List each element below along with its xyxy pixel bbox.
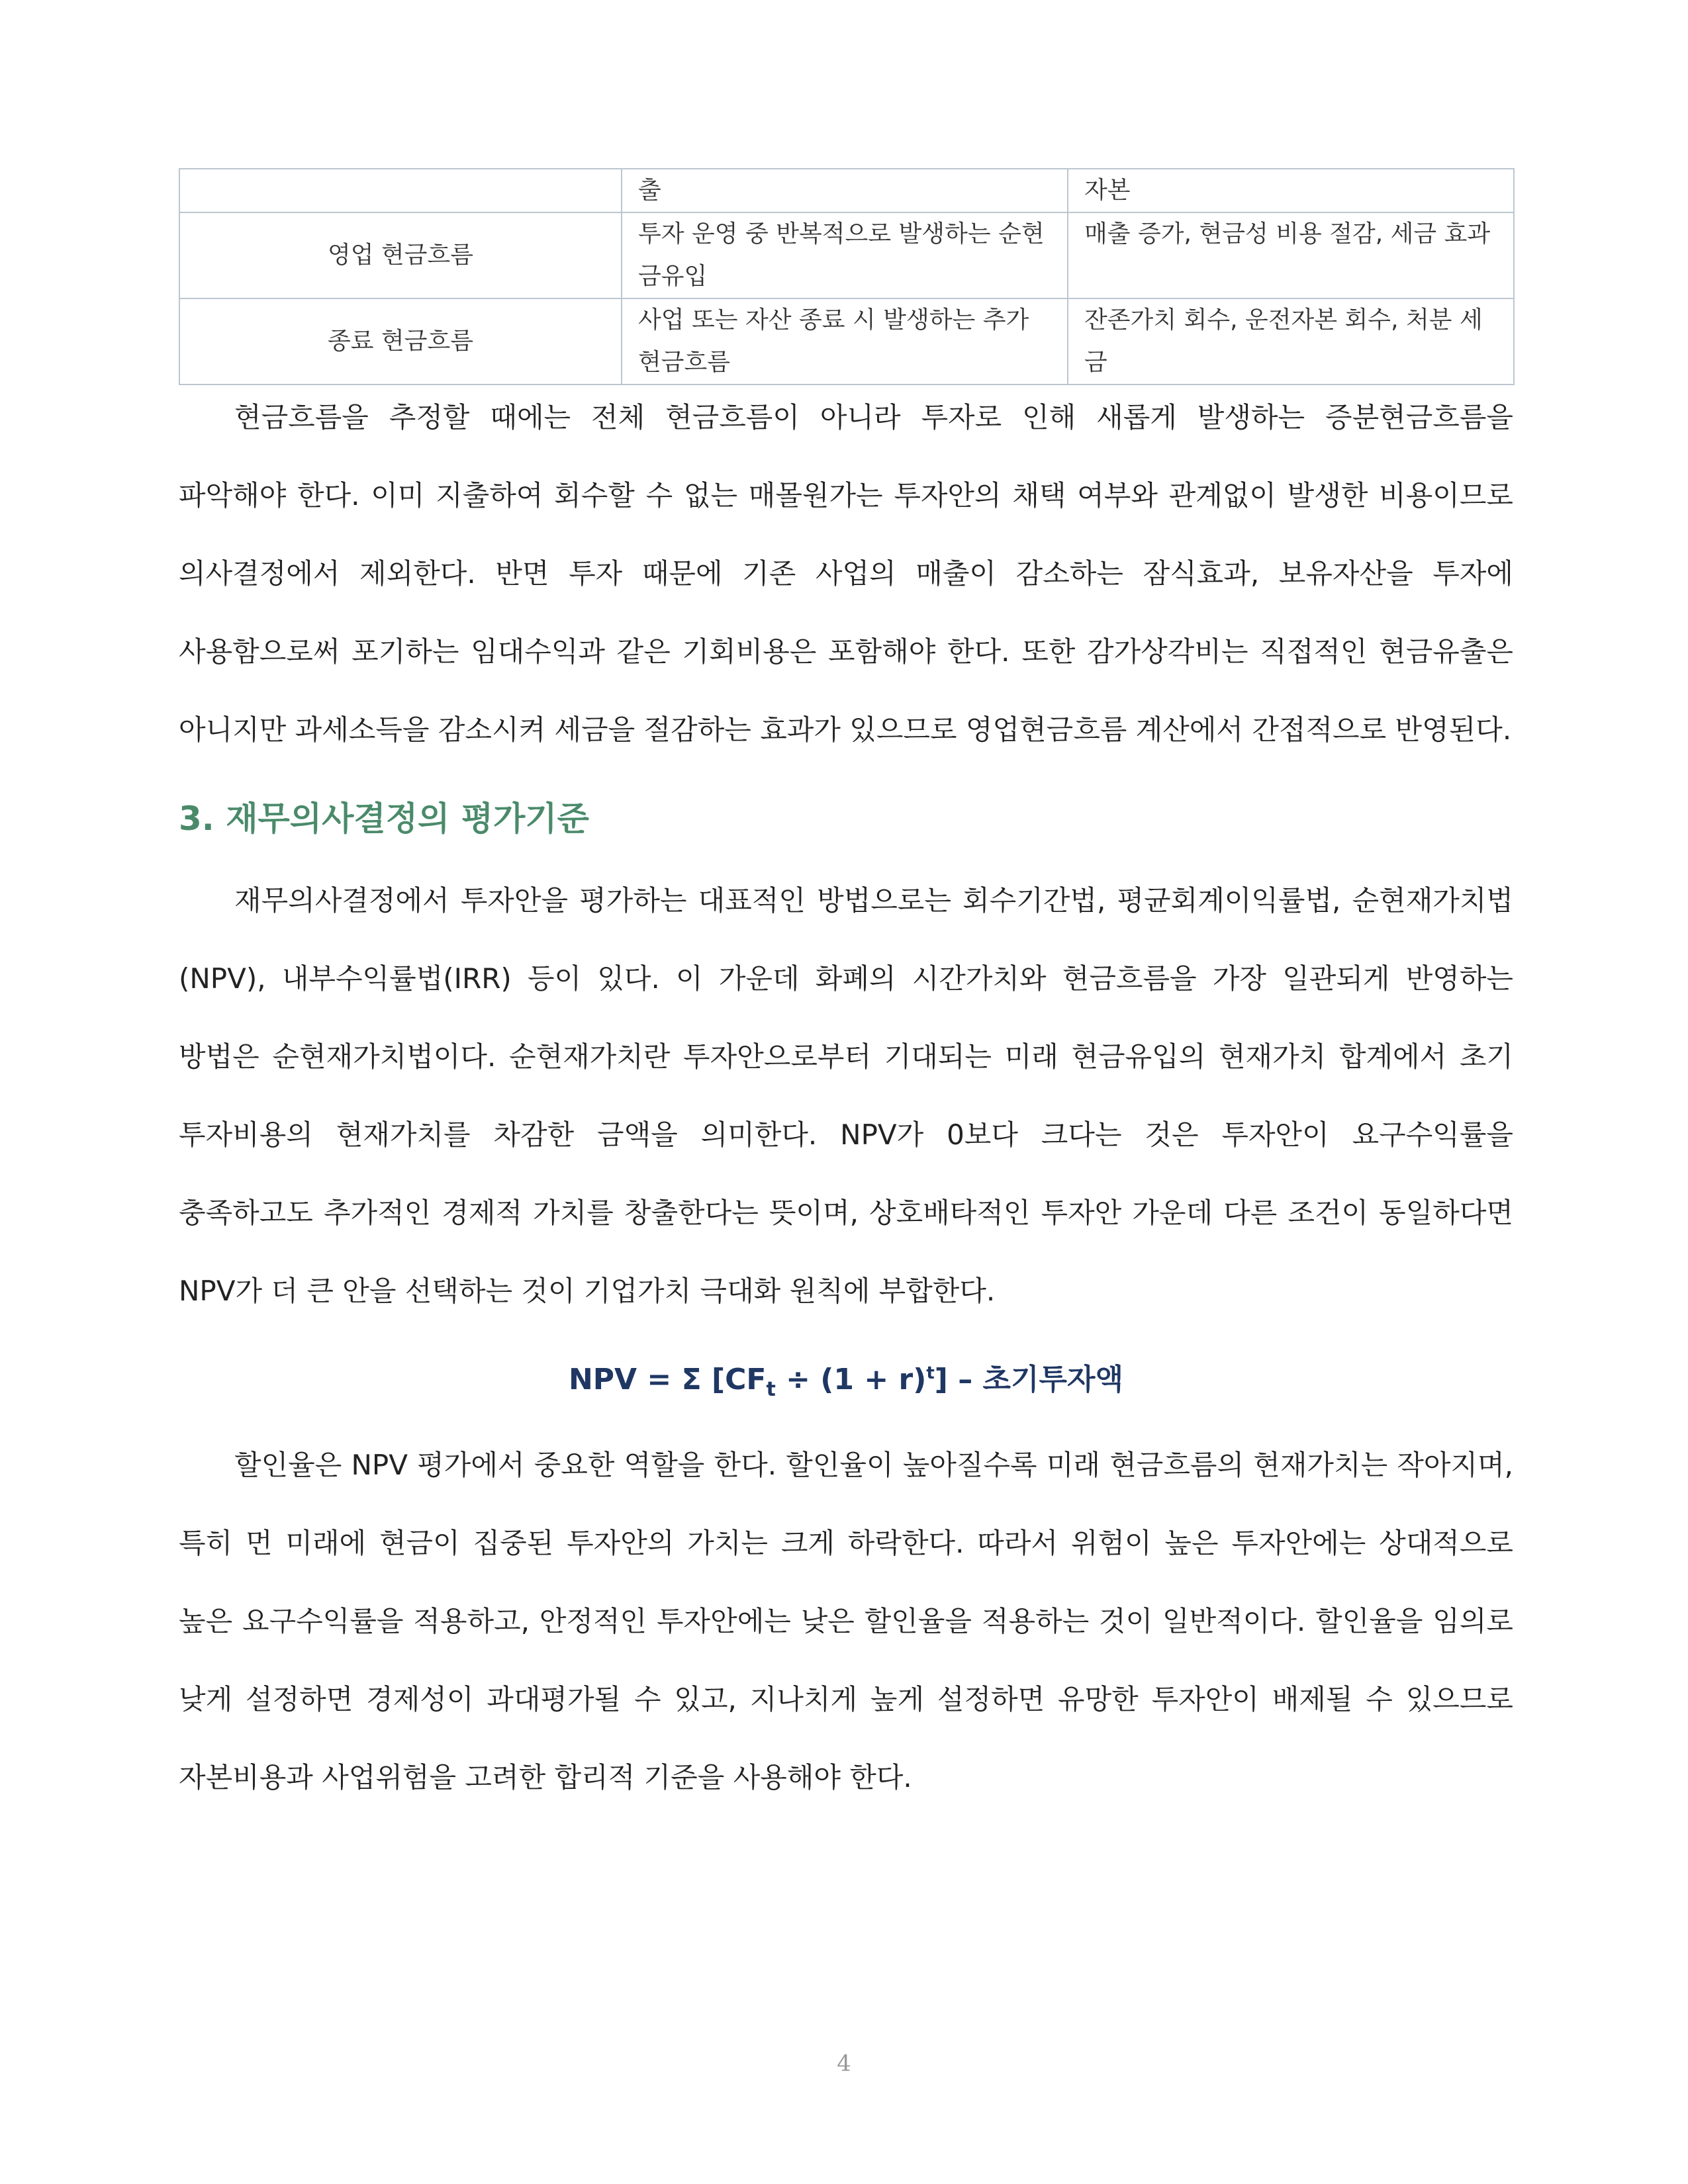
table-cell: 자본 [1068,169,1514,212]
formula-subscript: t [766,1378,776,1401]
table-row [179,212,1514,298]
formula-prefix: NPV = Σ [CF [568,1363,767,1396]
table-row [179,169,1514,212]
table-cell [179,169,622,212]
formula-superscript: t [926,1363,935,1383]
cashflow-table [179,168,1515,385]
formula-middle: ÷ (1 + r) [775,1363,927,1396]
table-cell: 투자 운영 중 반복적으로 발생하는 순현금유입 [622,212,1068,298]
table-cell: 출 [622,169,1068,212]
table-row [179,298,1514,385]
table-cell: 매출 증가, 현금성 비용 절감, 세금 효과 [1068,212,1514,298]
table-cell: 영업 현금흐름 [179,212,622,298]
body-paragraph: 현금흐름을 추정할 때에는 전체 현금흐름이 아니라 투자로 인해 새롭게 발생하는 증분현금흐름을 파악해야 한다. 이미 지출하여 회수할 수 없는 매몰원가는 투자안의 채택 여부와 관계없이 발생한 비용이므로 의사결정에서 제외한다. 반면 투자 때문에 기존 사업의 매출이 감소하는 잠식효과, 보유자산을 투자에 사용함으로써 포기하는 임대수익과 같은 기회비용은 포함해야 한다. 또한 감가상각비는 직접적인 현금유출은 아니지만 과세소득을 감소시켜 세금을 절감하는 효과가 있으므로 영업현금흐름 계산에서 간접적으로 반영된다. [179,401,1513,746]
body-paragraph: 할인율은 NPV 평가에서 중요한 역할을 한다. 할인율이 높아질수록 미래 현금흐름의 현재가치는 작아지며, 특히 먼 미래에 현금이 집중된 투자안의 가치는 크게 하락한다. 따라서 위험이 높은 투자안에는 상대적으로 높은 요구수익률을 적용하고, 안정적인 투자안에는 낮은 할인율을 적용하는 것이 일반적이다. 할인율을 임의로 낮게 설정하면 경제성이 과대평가될 수 있고, 지나치게 높게 설정하면 유망한 투자안이 배제될 수 있으므로 자본비용과 사업위험을 고려한 합리적 기준을 사용해야 한다. [179,1449,1513,1794]
section-heading: 3. 재무의사결정의 평가기준 [179,799,589,838]
body-paragraph: 재무의사결정에서 투자안을 평가하는 대표적인 방법으로는 회수기간법, 평균회계이익률법, 순현재가치법(NPV), 내부수익률법(IRR) 등이 있다. 이 가운데 화폐의 시간가치와 현금흐름을 가장 일관되게 반영하는 방법은 순현재가치법이다. 순현재가치란 투자안으로부터 기대되는 미래 현금유입의 현재가치 합계에서 초기 투자비용의 현재가치를 차감한 금액을 의미한다. NPV가 0보다 크다는 것은 투자안이 요구수익률을 충족하고도 추가적인 경제적 가치를 창출한다는 뜻이며, 상호배타적인 투자안 가운데 다른 조건이 동일하다면 NPV가 더 큰 안을 선택하는 것이 기업가치 극대화 원칙에 부합한다. [179,884,1513,1307]
table-cell: 종료 현금흐름 [179,298,622,385]
table-cell: 잔존가치 회수, 운전자본 회수, 처분 세금 [1068,298,1514,385]
formula-suffix: ] – 초기투자액 [934,1363,1124,1396]
npv-formula [179,1337,1513,1426]
document-page [179,168,1513,1817]
table-cell: 사업 또는 자산 종료 시 발생하는 추가 현금흐름 [622,298,1068,385]
page-number: 4 [837,2050,851,2077]
